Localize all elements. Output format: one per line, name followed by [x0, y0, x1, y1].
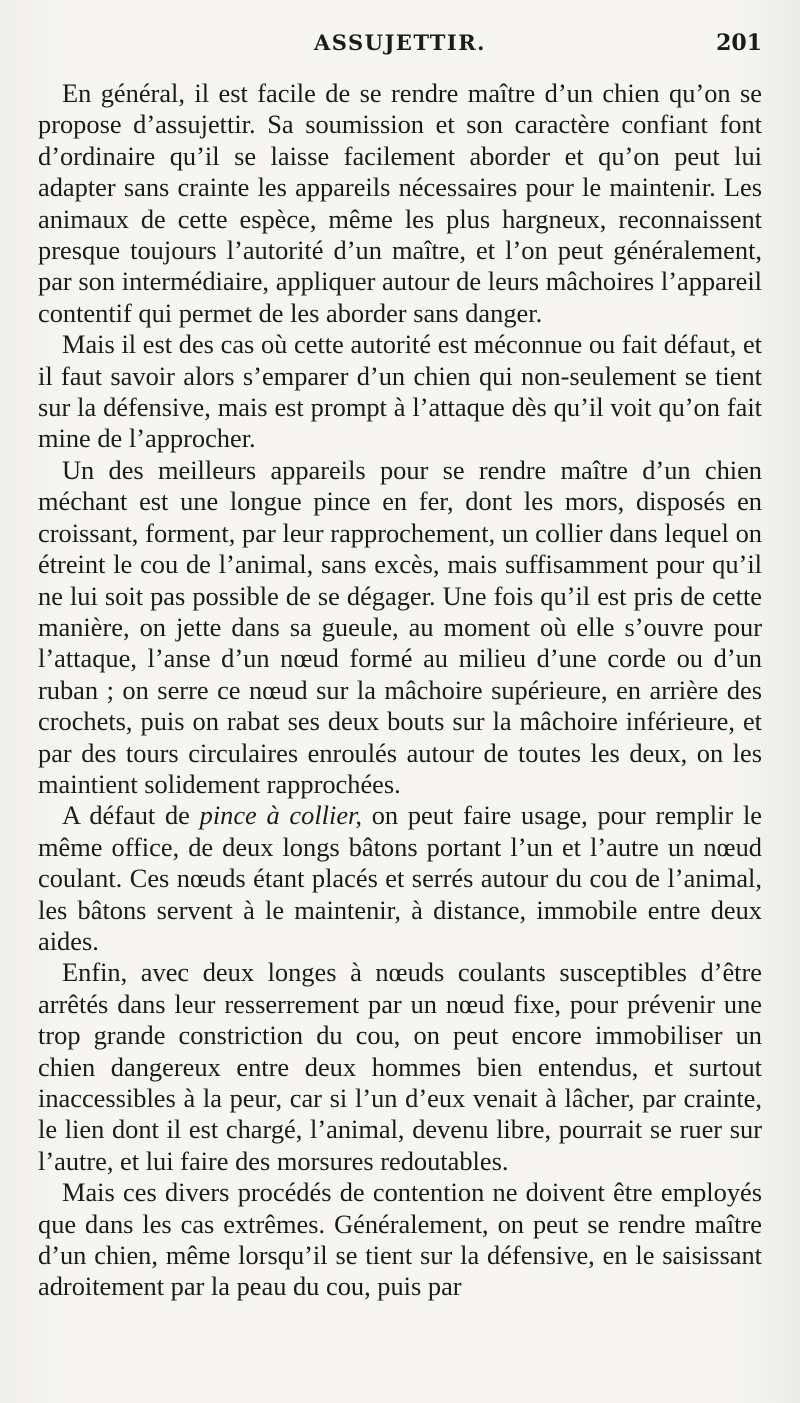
paragraph-4-italic-term: pince à collier, — [199, 800, 362, 831]
paragraph-5: Enfin, avec deux longes à nœuds coulants susceptibles d’être arrêtés dans leur resserrement par un nœud fixe, pour prévenir une trop grande constriction du cou, on peut encore immobiliser un chien dangereux entre deux hommes bien entendus, et surtout inaccessibles à la peur, car si l’un d’eux venait à lâcher, par crainte, le lien dont il est chargé, l’animal, devenu libre, pourrait se ruer sur l’autre, et lui faire des morsures redoutables. — [38, 957, 762, 1176]
paragraph-1: En général, il est facile de se rendre maître d’un chien qu’on se propose d’assujettir. Sa soumission et son caractère confiant font d’ordinaire qu’il se laisse facilement aborder et qu’on peut lui adapter sans crainte les appareils nécessaires pour le maintenir. Les animaux de cette espèce, même les plus hargneux, reconnaissent presque toujours l’autorité d’un maître, et l’on peut généralement, par son intermédiaire, appliquer autour de leurs mâchoires l’appareil contentif qui permet de les aborder sans danger. — [38, 78, 762, 328]
paragraph-6: Mais ces divers procédés de contention ne doivent être employés que dans les cas extrêmes. Généralement, on peut se rendre maître d’un chien, même lorsqu’il se tient sur la défensive, en le saisissant adroitement par la peau du cou, puis par — [38, 1177, 762, 1302]
paragraph-4 — [38, 800, 762, 957]
page-number: 201 — [716, 30, 762, 56]
paragraph-4-rest: on peut faire usage, pour remplir le même office, de deux longs bâtons portant l’un et l’autre un nœud coulant. Ces nœuds étant placés et serrés autour du cou de l’animal, les bâtons servent à le maintenir, à distance, immobile entre deux aides. — [38, 800, 762, 956]
body-text — [38, 78, 762, 1303]
paragraph-3: Un des meilleurs appareils pour se rendre maître d’un chien méchant est une longue pince en fer, dont les mors, disposés en croissant, forment, par leur rapprochement, un collier dans lequel on étreint le cou de l’animal, sans excès, mais suffisamment pour qu’il ne lui soit pas possible de se dégager. Une fois qu’il est pris de cette manière, on jette dans sa gueule, au moment où elle s’ouvre pour l’attaque, l’anse d’un nœud formé au milieu d’une corde ou d’un ruban ; on serre ce nœud sur la mâchoire supérieure, en arrière des crochets, puis on rabat ses deux bouts sur la mâchoire inférieure, et par des tours circulaires enroulés autour de toutes les deux, on les maintient solidement rapprochées. — [38, 454, 762, 799]
paragraph-4-lead: A défaut de — [62, 800, 200, 831]
page-header — [38, 30, 762, 66]
running-title: ASSUJETTIR. — [313, 30, 486, 55]
paragraph-2: Mais il est des cas où cette autorité est méconnue ou fait défaut, et il faut savoir alors s’emparer d’un chien qui non-seulement se tient sur la défensive, mais est prompt à l’attaque dès qu’il voit qu’on fait mine de l’approcher. — [38, 329, 762, 454]
